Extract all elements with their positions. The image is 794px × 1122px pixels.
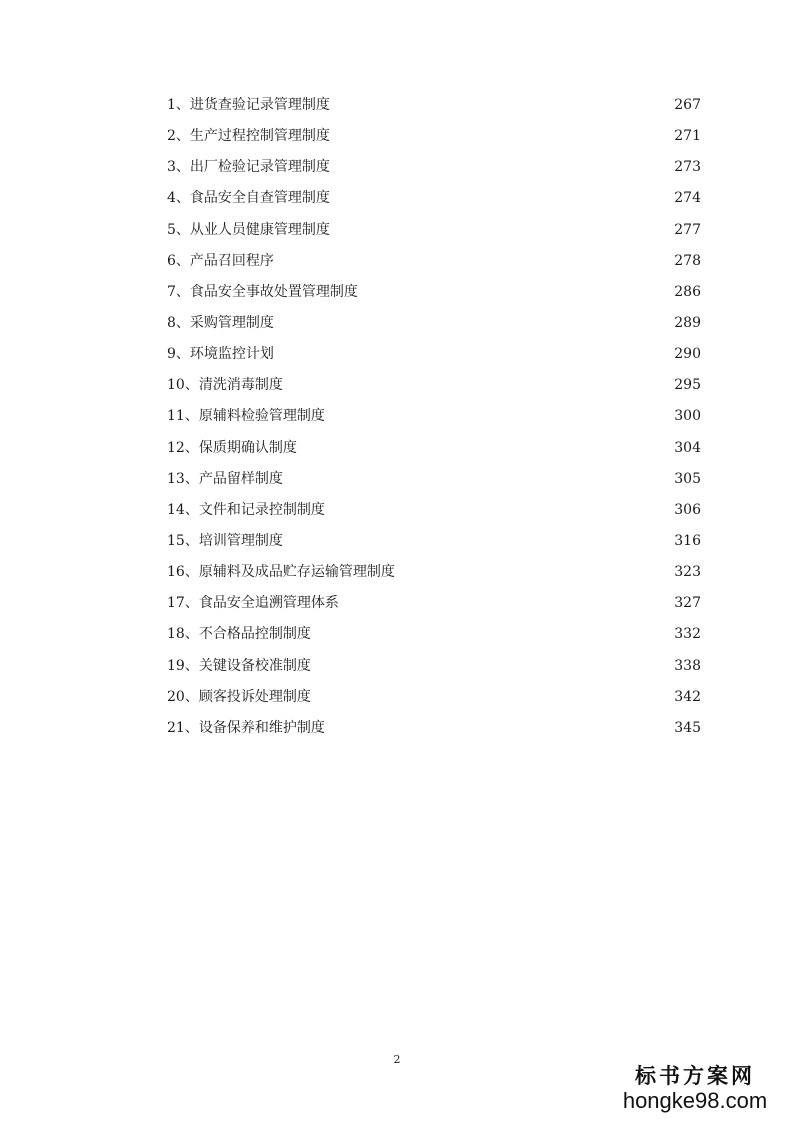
toc-entry-page-number: 278: [674, 252, 701, 269]
toc-entry[interactable]: [167, 374, 701, 405]
toc-entry-title: 产品召回程序: [189, 252, 274, 269]
toc-entry[interactable]: [167, 437, 701, 468]
toc-entry-page-number: 289: [674, 314, 701, 331]
toc-entry-page-number: 316: [674, 532, 701, 549]
toc-entry[interactable]: [167, 623, 701, 654]
toc-entry-title: 食品安全事故处置管理制度: [189, 283, 358, 300]
watermark-site-text: hongke98.com: [622, 1088, 768, 1113]
toc-entry-number: 5、: [167, 221, 190, 238]
toc-entry-title: 设备保养和维护制度: [198, 719, 325, 736]
toc-entry-number: 12、: [167, 439, 199, 456]
toc-entry-title: 食品安全追溯管理体系: [198, 595, 339, 612]
toc-entry[interactable]: [167, 499, 701, 530]
toc-entry[interactable]: [167, 561, 701, 592]
watermark-logo: [610, 1064, 780, 1114]
toc-entry-number: 4、: [167, 190, 190, 207]
toc-entry-number: 1、: [167, 97, 190, 113]
toc-entry-number: 11、: [167, 408, 199, 425]
toc-entry-page-number: 345: [674, 719, 701, 736]
toc-entry-title: 从业人员健康管理制度: [189, 221, 330, 238]
toc-entry-page-number: 332: [674, 626, 701, 643]
toc-entry-title: 原辅料及成品贮存运输管理制度: [198, 564, 395, 581]
toc-entry-number: 17、: [167, 595, 199, 612]
toc-entry-page-number: 295: [674, 377, 701, 394]
toc-entry-number: 3、: [167, 159, 190, 176]
toc-entry-page-number: 304: [674, 439, 701, 456]
toc-entry-title: 清洗消毒制度: [198, 377, 283, 394]
toc-entry-page-number: 286: [674, 283, 701, 300]
toc-entry[interactable]: [167, 250, 701, 281]
toc-entry-page-number: 305: [674, 470, 701, 487]
toc-entry[interactable]: [167, 94, 701, 125]
page-number: 2: [393, 1053, 401, 1066]
toc-entry-title: 采购管理制度: [189, 314, 274, 331]
toc-entry-page-number: 271: [674, 128, 701, 145]
toc-entry[interactable]: [167, 312, 701, 343]
toc-entry-title: 出厂检验记录管理制度: [189, 159, 330, 176]
toc-entry-title: 产品留样制度: [198, 470, 283, 487]
toc-entry[interactable]: [167, 405, 701, 436]
toc-entry[interactable]: [167, 187, 701, 218]
toc-entry-number: 2、: [167, 128, 190, 145]
toc-entry-number: 20、: [167, 688, 199, 705]
toc-entry-page-number: 300: [674, 408, 701, 425]
toc-entry-number: 14、: [167, 501, 199, 518]
toc-entry-page-number: 323: [674, 564, 701, 581]
toc-entry[interactable]: [167, 592, 701, 623]
toc-entry-title: 关键设备校准制度: [198, 657, 311, 674]
toc-entry[interactable]: [167, 156, 701, 187]
toc-entry[interactable]: [167, 219, 701, 250]
toc-entry-number: 10、: [167, 377, 199, 394]
toc-entry[interactable]: [167, 686, 701, 717]
toc-entry-title: 顾客投诉处理制度: [198, 688, 311, 705]
toc-entry-page-number: 274: [674, 190, 701, 207]
toc-entry-number: 16、: [167, 564, 199, 581]
toc-entry-page-number: 277: [674, 221, 701, 238]
toc-entry-page-number: 290: [674, 346, 701, 363]
toc-entry-title: 进货查验记录管理制度: [189, 97, 330, 113]
toc-entry-number: 21、: [167, 719, 199, 736]
toc-entry-number: 8、: [167, 314, 190, 331]
toc-entry-page-number: 267: [674, 97, 701, 113]
toc-entry-number: 19、: [167, 657, 199, 674]
toc-entry[interactable]: [167, 281, 701, 312]
toc-entry-title: 食品安全自查管理制度: [189, 190, 330, 207]
toc-entry-number: 6、: [167, 252, 190, 269]
toc-entry-page-number: 338: [674, 657, 701, 674]
toc-entry-title: 不合格品控制制度: [198, 626, 311, 643]
toc-entry-title: 原辅料检验管理制度: [198, 408, 325, 425]
toc-entry-number: 13、: [167, 470, 199, 487]
toc-entry-number: 9、: [167, 346, 190, 363]
toc-entry-title: 保质期确认制度: [198, 439, 297, 456]
toc-entry-page-number: 273: [674, 159, 701, 176]
toc-entry[interactable]: [167, 468, 701, 499]
toc-entry-title: 环境监控计划: [189, 346, 274, 363]
toc-entry[interactable]: [167, 717, 701, 748]
toc-entry-title: 文件和记录控制制度: [198, 501, 325, 518]
toc-entry[interactable]: [167, 655, 701, 686]
toc-entry-number: 7、: [167, 283, 190, 300]
table-of-contents: [167, 94, 701, 748]
toc-entry-number: 15、: [167, 532, 199, 549]
toc-entry-page-number: 342: [674, 688, 701, 705]
toc-entry-title: 培训管理制度: [198, 532, 283, 549]
toc-entry[interactable]: [167, 343, 701, 374]
toc-entry-page-number: 327: [674, 595, 701, 612]
toc-entry-title: 生产过程控制管理制度: [189, 128, 330, 145]
toc-entry[interactable]: [167, 530, 701, 561]
toc-entry-page-number: 306: [674, 501, 701, 518]
toc-entry[interactable]: [167, 125, 701, 156]
toc-entry-number: 18、: [167, 626, 199, 643]
watermark-chinese-text: 标书方案网: [635, 1064, 755, 1088]
